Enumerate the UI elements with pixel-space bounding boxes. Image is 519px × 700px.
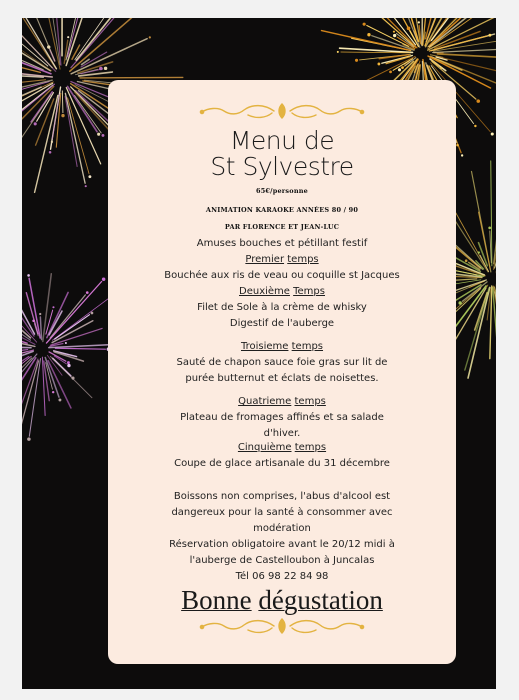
firework-spark — [433, 49, 496, 53]
firework-dot — [407, 27, 411, 31]
course1-temps: temps — [287, 254, 319, 265]
firework-dot — [39, 313, 41, 315]
phone-line: Tél 06 98 22 84 98 — [235, 571, 329, 582]
course3-heading — [108, 341, 456, 352]
firework-dot — [478, 251, 480, 253]
animation-label: ANIMATION KARAOKE ANNÉES 80 / 90 — [205, 206, 359, 214]
course2-heading — [108, 286, 456, 297]
firework-spark — [490, 231, 491, 263]
bottom-ornament-icon — [194, 615, 370, 637]
firework-dot — [401, 66, 404, 69]
menu-title-line1: Menu de — [229, 126, 335, 155]
menu-title-line2: St Sylvestre — [210, 152, 354, 181]
notice-line1: Boissons non comprises, l'abus d'alcool est — [173, 491, 391, 502]
course3-dish-line2: purée butternut et éclats de noisettes. — [185, 373, 379, 384]
firework-dot — [389, 70, 392, 73]
firework-spark — [50, 295, 85, 338]
notice-line3: modération — [253, 523, 311, 534]
digestif-line: Digestif de l'auberge — [229, 318, 335, 329]
firework-dot — [51, 141, 53, 143]
firework-dot — [393, 34, 396, 37]
course1-dish: Bouchée aux ris de veau ou coquille st Jacques — [164, 270, 400, 281]
firework-dot — [488, 227, 491, 230]
amuses-line: Amuses bouches et pétillant festif — [196, 238, 368, 249]
firework-dot — [85, 185, 87, 187]
firework-dot — [61, 114, 64, 117]
course1-heading — [108, 254, 456, 265]
firework-dot — [491, 132, 494, 135]
firework-spark — [423, 18, 426, 45]
course5-heading — [108, 442, 456, 453]
course3-temps: temps — [291, 341, 324, 352]
course5-word: Cinquième — [237, 442, 292, 453]
firework-dot — [418, 21, 420, 23]
firework-dot — [86, 291, 89, 294]
reservation-line1: Réservation obligatoire avant le 20/12 midi à — [169, 539, 395, 550]
course4-dish-line2: d'hiver. — [263, 428, 301, 439]
firework-dot — [104, 67, 107, 70]
course3-word: Troisieme — [240, 341, 289, 352]
course5-dish: Coupe de glace artisanale du 31 décembre — [174, 458, 390, 469]
firework-spark — [52, 321, 93, 343]
course2-word: Deuxième — [239, 286, 290, 297]
course3-dish-line1: Sauté de chapon sauce foie gras sur lit de — [176, 357, 388, 368]
firework-dot — [27, 274, 30, 277]
course2-temps: Temps — [293, 286, 325, 297]
course4-word: Quatrieme — [238, 396, 292, 407]
firework-dot — [88, 175, 91, 178]
firework-dot — [67, 361, 70, 364]
firework-dot — [363, 23, 366, 26]
top-ornament-icon — [194, 100, 370, 122]
firework-spark — [35, 95, 58, 192]
firework-spark — [71, 39, 147, 74]
firework-spark — [22, 358, 36, 420]
firework-dot — [91, 312, 94, 315]
firework-spark — [62, 91, 63, 113]
firework-spark — [22, 346, 31, 348]
firework-dot — [102, 134, 105, 137]
firework-dot — [474, 125, 476, 127]
firework-dot — [456, 144, 459, 147]
reservation-line2: l'auberge de Castelloubon à Juncalas — [189, 555, 375, 566]
firework-dot — [398, 68, 401, 71]
firework-dot — [97, 133, 100, 136]
course5-temps: temps — [294, 442, 327, 453]
firework-dot — [377, 63, 380, 66]
firework-dot — [65, 342, 67, 344]
firework-dot — [149, 36, 151, 38]
firework-dot — [461, 154, 463, 156]
closing-text — [108, 585, 456, 616]
course2-dish: Filet de Sole à la crème de whisky — [197, 302, 367, 313]
firework-dot — [52, 306, 54, 308]
firework-dot — [27, 437, 31, 441]
firework-spark — [55, 348, 105, 349]
firework-dot — [393, 31, 395, 33]
firework-dot — [102, 278, 105, 281]
hosts-label: PAR FLORENCE ET JEAN-LUC — [224, 223, 340, 231]
firework-dot — [34, 122, 37, 125]
course4-dish-line1: Plateau de fromages affinés et sa salade — [180, 412, 384, 423]
firework-spark — [29, 359, 40, 437]
firework-dot — [67, 364, 70, 367]
closing-word2: dégustation — [258, 585, 383, 615]
menu-poster — [22, 18, 496, 689]
firework-dot — [67, 36, 69, 38]
menu-card — [108, 80, 456, 664]
firework-dot — [367, 33, 370, 36]
firework-dot — [59, 399, 62, 402]
course4-heading — [108, 396, 456, 407]
firework-dot — [49, 151, 52, 154]
firework-dot — [488, 34, 491, 37]
firework-dot — [465, 259, 468, 262]
firework-mid-left — [22, 274, 119, 441]
firework-dot — [52, 391, 54, 393]
firework-spark — [437, 54, 496, 57]
course4-temps: temps — [294, 396, 326, 407]
price-label: 65€/personne — [255, 187, 309, 195]
firework-dot — [337, 51, 339, 53]
firework-dot — [355, 59, 358, 62]
course1-word: Premier — [245, 254, 285, 265]
notice-line2: dangereux pour la santé à consommer avec — [171, 507, 393, 518]
firework-dot — [458, 301, 461, 304]
closing-word1: Bonne — [181, 585, 252, 615]
firework-spark — [46, 281, 101, 343]
firework-dot — [476, 99, 480, 103]
firework-spark — [68, 98, 89, 174]
